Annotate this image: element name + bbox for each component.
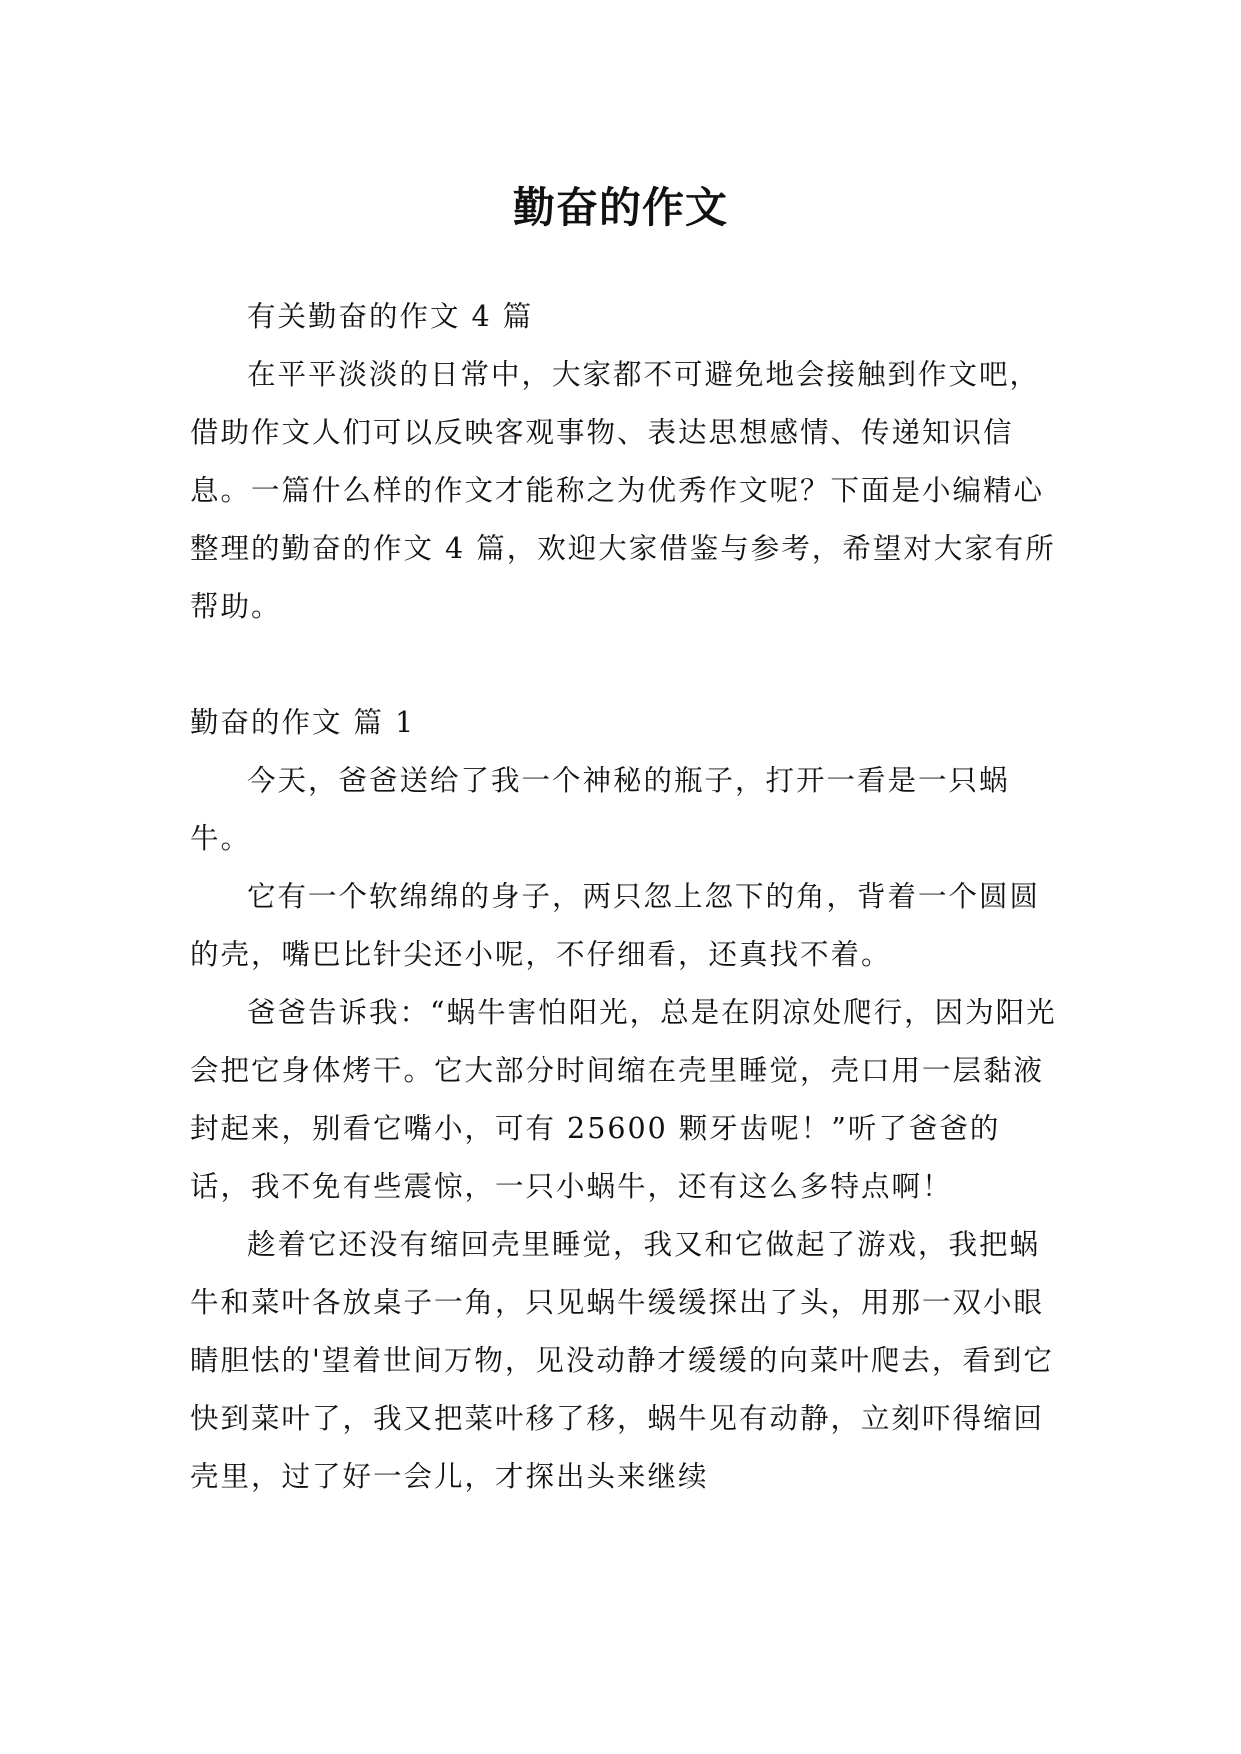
body-paragraph: 爸爸告诉我：“蜗牛害怕阳光，总是在阴凉处爬行，因为阳光会把它身体烤干。它大部分时间缩在壳里睡觉，壳口用一层黏液封起来，别看它嘴小，可有 25600 颗牙齿呢！”听了爸爸的话，我不免有些震惊，一只小蜗牛，还有这么多特点啊！ [190, 996, 1057, 1203]
body-paragraph: 趁着它还没有缩回壳里睡觉，我又和它做起了游戏，我把蜗牛和菜叶各放桌子一角，只见蜗牛缓缓探出了头，用那一双小眼睛胆怯的'望着世间万物，见没动静才缓缓的向菜叶爬去，看到它快到菜叶了，我又把菜叶移了移，蜗牛见有动静，立刻吓得缩回壳里，过了好一会儿，才探出头来继续 [190, 1228, 1054, 1493]
intro-paragraph: 在平平淡淡的日常中，大家都不可避免地会接触到作文吧，借助作文人们可以反映客观事物、表达思想感情、传递知识信息。一篇什么样的作文才能称之为优秀作文呢？下面是小编精心整理的勤奋的作文 4 篇，欢迎大家借鉴与参考，希望对大家有所帮助。 [190, 358, 1056, 623]
page-title: 勤奋的作文 [512, 183, 728, 233]
document-body [190, 288, 1058, 1506]
intro-heading: 有关勤奋的作文 4 篇 [247, 300, 534, 333]
body-paragraph: 它有一个软绵绵的身子，两只忽上忽下的角，背着一个圆圆的壳，嘴巴比针尖还小呢，不仔细看，还真找不着。 [190, 880, 1041, 971]
section-heading: 勤奋的作文 篇 1 [190, 706, 416, 739]
section-spacer [190, 636, 1058, 694]
body-paragraph: 今天，爸爸送给了我一个神秘的瓶子，打开一看是一只蜗牛。 [190, 764, 1010, 855]
